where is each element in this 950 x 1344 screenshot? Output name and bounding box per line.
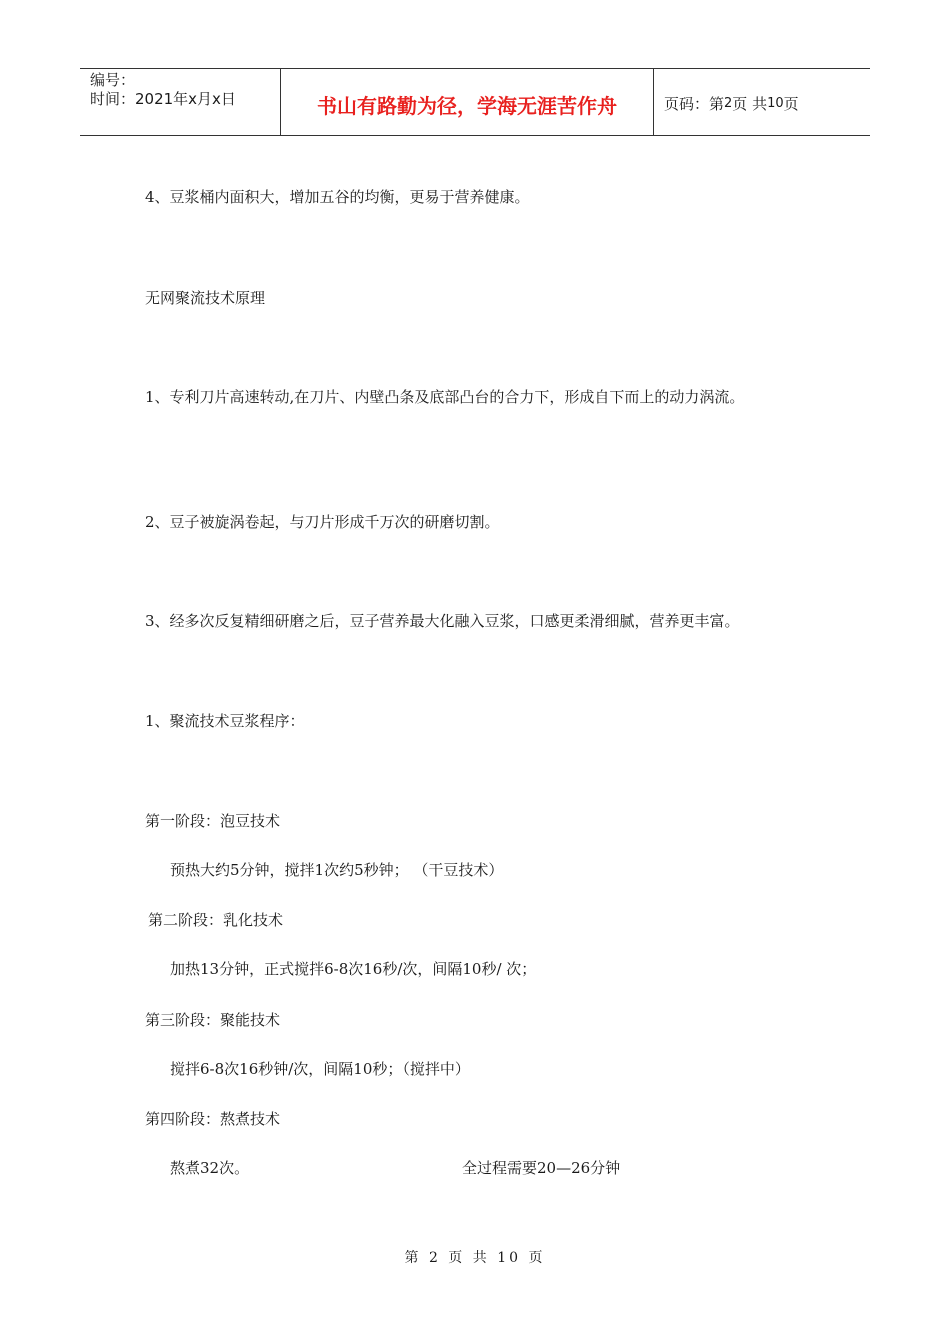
header-motto: 书山有路勤为径，学海无涯苦作舟 [281, 69, 654, 135]
stage-1-title: 第一阶段：泡豆技术 [145, 812, 281, 830]
total-time: 全过程需要20—26分钟 [462, 1159, 621, 1177]
section-heading: 无网聚流技术原理 [145, 289, 266, 307]
principle-1: 1、专利刀片高速转动,在刀片、内壁凸条及底部凸台的合力下，形成自下而上的动力涡流。 [145, 388, 745, 406]
program-heading: 1、聚流技术豆浆程序： [145, 712, 305, 730]
page-suffix: 页 [783, 94, 799, 113]
stage-2-title: 第二阶段：乳化技术 [148, 911, 284, 929]
header-page-indicator [654, 69, 870, 135]
principle-3: 3、经多次反复精细研磨之后，豆子营养最大化融入豆浆，口感更柔滑细腻，营养更丰富。 [145, 612, 740, 630]
stage-3-title: 第三阶段：聚能技术 [145, 1011, 281, 1029]
stage-1-desc: 预热大约5分钟，搅拌1次约5秒钟； （干豆技术） [170, 861, 504, 879]
stage-2-desc: 加热13分钟，正式搅拌6-8次16秒/次，间隔10秒/ 次； [170, 960, 537, 978]
date-label: 时间：2021年x月x日 [90, 90, 236, 108]
page-prefix: 页码：第 [664, 94, 725, 113]
page-footer: 第 2 页 共 10 页 [404, 1250, 546, 1266]
stage-4-title: 第四阶段：熬煮技术 [145, 1110, 281, 1128]
header-meta [80, 69, 281, 135]
page-mid: 页 共 [732, 94, 768, 113]
stage-3-desc: 搅拌6-8次16秒钟/次，间隔10秒；（搅拌中） [170, 1060, 470, 1078]
serial-label: 编号： [90, 71, 136, 89]
page-total: 10 [767, 95, 784, 111]
stage-4-desc: 熬煮32次。 [170, 1159, 250, 1177]
principle-2: 2、豆子被旋涡卷起，与刀片形成千万次的研磨切割。 [145, 513, 500, 531]
paragraph-4: 4、豆浆桶内面积大，增加五谷的均衡，更易于营养健康。 [145, 188, 530, 206]
page-header [80, 68, 870, 136]
page-number: 2 [724, 95, 733, 111]
